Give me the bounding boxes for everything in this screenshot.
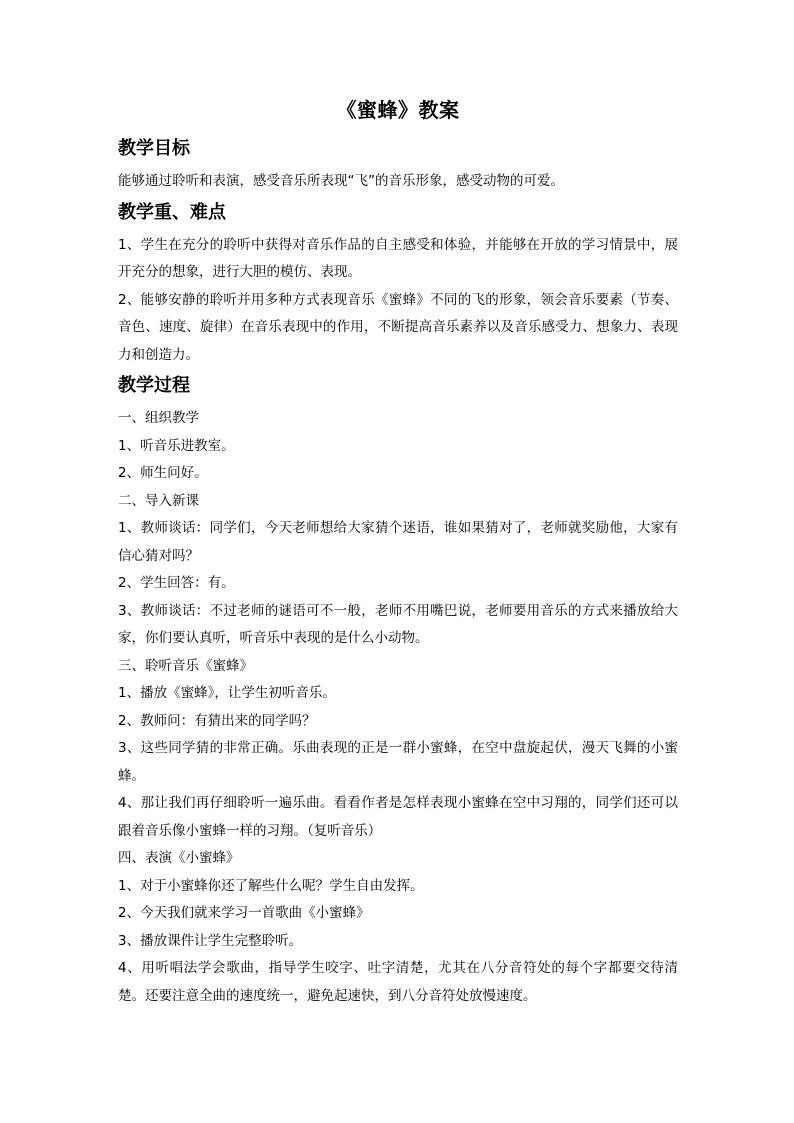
section-teaching-goals xyxy=(118,136,678,196)
paragraph: 三、聆听音乐《蜜蜂》 xyxy=(118,657,253,674)
paragraph: 1、学生在充分的聆听中获得对音乐作品的自主感受和体验，并能够在开放的学习情景中，展开充分的想象，进行大胆的模仿、表现。 xyxy=(118,236,678,280)
paragraph: 4、用听唱法学会歌曲，指导学生咬字、吐字清楚，尤其在八分音符处的每个字都要交待清楚。还要注意全曲的速度统一，避免起速快，到八分音符处放慢速度。 xyxy=(118,960,678,1004)
paragraph: 2、能够安静的聆听并用多种方式表现音乐《蜜蜂》不同的飞的形象，领会音乐要素（节奏、音色、速度、旋律）在音乐表现中的作用，不断提高音乐素养以及音乐感受力、想象力、表现力和创造力。 xyxy=(118,291,678,363)
paragraph: 3、播放课件让学生完整聆听。 xyxy=(118,932,303,949)
document-page xyxy=(118,96,678,1010)
paragraph: 3、教师谈话：不过老师的谜语可不一般，老师不用嘴巴说，老师要用音乐的方式来播放给大家，你们要认真听，听音乐中表现的是什么小动物。 xyxy=(118,602,678,646)
paragraph: 2、今天我们就来学习一首歌曲《小蜜蜂》 xyxy=(118,905,370,921)
paragraph: 一、组织教学 xyxy=(118,410,199,426)
section-teaching-process xyxy=(118,373,678,1010)
paragraph: 4、那让我们再仔细聆听一遍乐曲。看看作者是怎样表现小蜜蜂在空中习翔的，同学们还可以跟着音乐像小蜜蜂一样的习翔。（复听音乐） xyxy=(118,795,678,839)
section-heading: 教学目标 xyxy=(118,138,190,159)
paragraph: 2、教师问：有猜出来的同学吗？ xyxy=(118,712,316,729)
document-title: 《蜜蜂》教案 xyxy=(336,98,460,122)
paragraph: 四、表演《小蜜蜂》 xyxy=(118,850,240,866)
section-heading: 教学过程 xyxy=(118,375,190,396)
section-heading: 教学重、难点 xyxy=(118,201,226,223)
paragraph: 二、导入新课 xyxy=(118,492,199,509)
paragraph: 1、对于小蜜蜂你还了解些什么呢？学生自由发挥。 xyxy=(118,877,424,894)
paragraph: 2、师生问好。 xyxy=(118,465,208,481)
paragraph: 3、这些同学猜的非常正确。乐曲表现的正是一群小蜜蜂，在空中盘旋起伏，漫天飞舞的小蜜蜂。 xyxy=(118,740,678,784)
paragraph: 1、播放《蜜蜂》，让学生初听音乐。 xyxy=(118,685,336,701)
paragraph: 1、听音乐进教室。 xyxy=(118,437,235,454)
paragraph: 1、教师谈话：同学们，今天老师想给大家猜个迷语，谁如果猜对了，老师就奖励他，大家有信心猜对吗？ xyxy=(118,520,678,564)
paragraph: 能够通过聆听和表演，感受音乐所表现“飞”的音乐形象，感受动物的可爱。 xyxy=(118,173,564,189)
paragraph: 2、学生回答：有。 xyxy=(118,575,235,591)
section-key-points xyxy=(118,200,678,370)
